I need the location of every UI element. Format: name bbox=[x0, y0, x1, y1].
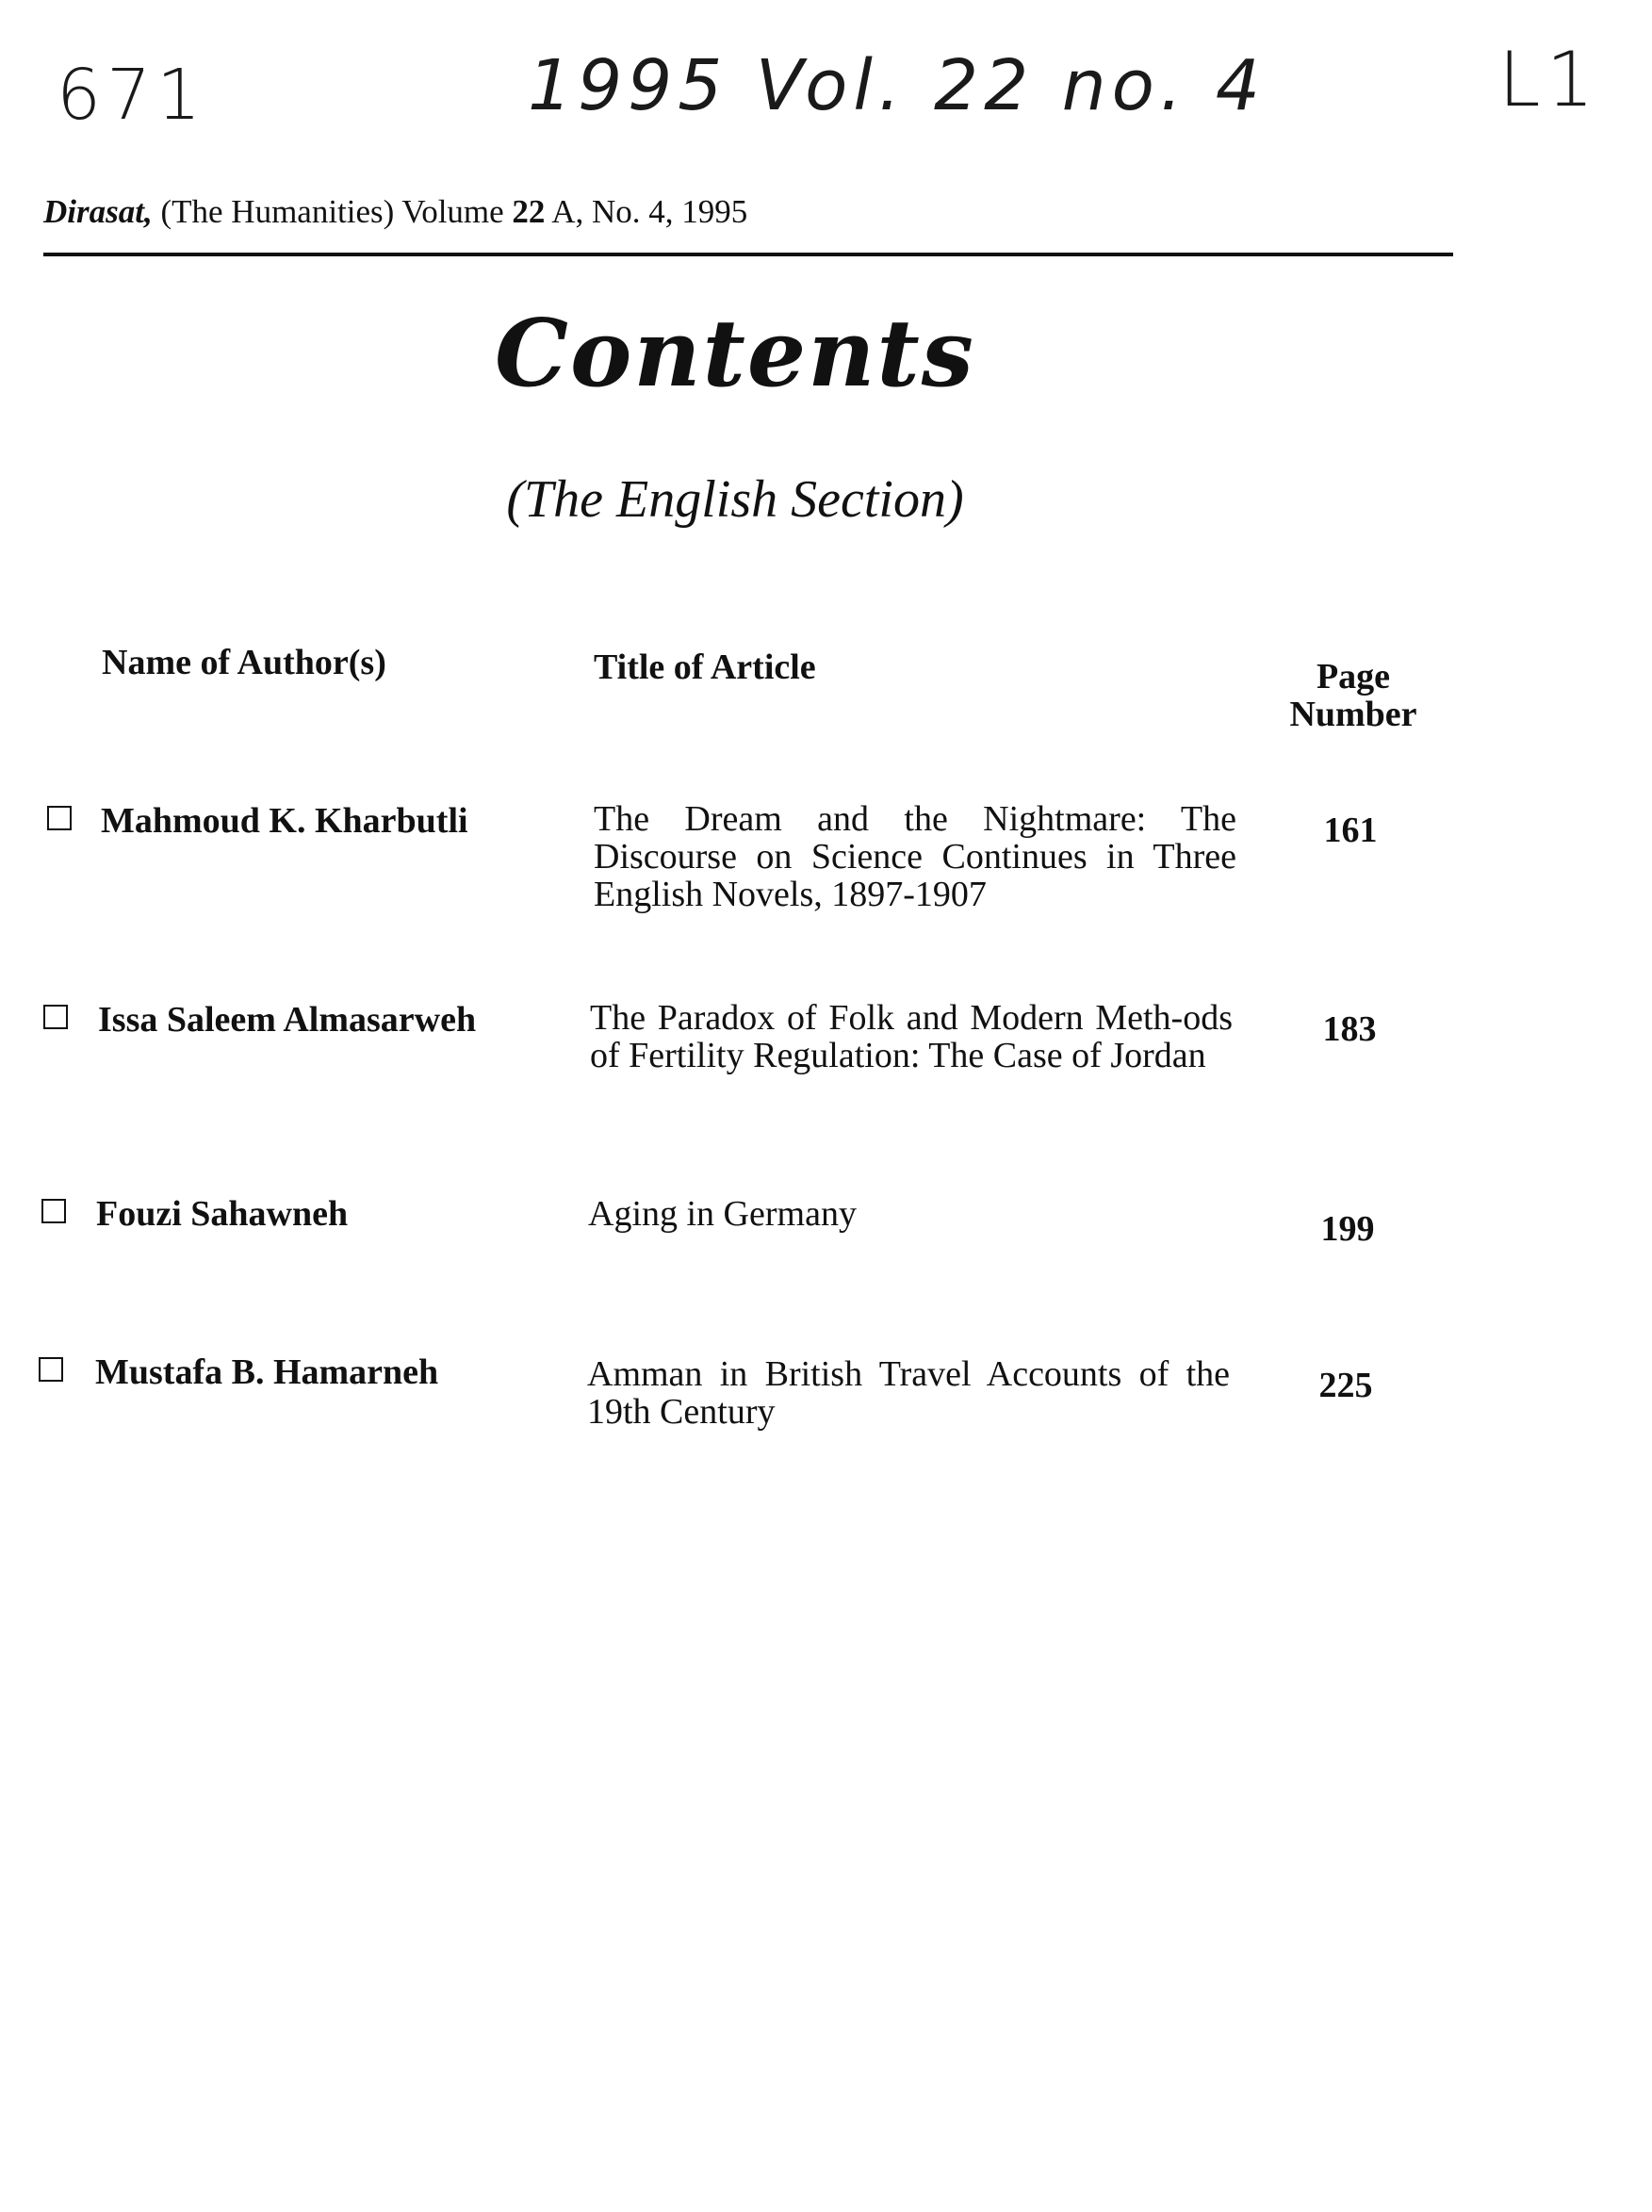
journal-volume: 22 bbox=[512, 193, 546, 230]
entry-author: Mahmoud K. Kharbutli bbox=[101, 801, 468, 841]
entry-page: 199 bbox=[1320, 1209, 1375, 1249]
entry-page: 161 bbox=[1323, 811, 1378, 850]
page-title: Contents bbox=[495, 300, 975, 408]
journal-issue: A, No. 4, 1995 bbox=[551, 193, 748, 230]
entry-checkbox[interactable] bbox=[47, 806, 72, 830]
entry-title: Amman in British Travel Accounts of the 19th Century bbox=[587, 1354, 1230, 1432]
journal-section: (The Humanities) Volume bbox=[160, 193, 504, 230]
entry-author: Fouzi Sahawneh bbox=[96, 1194, 349, 1234]
header-divider bbox=[43, 253, 1453, 256]
column-header-title: Title of Article bbox=[594, 647, 816, 687]
journal-name: Dirasat, bbox=[43, 193, 153, 230]
entry-author: Mustafa B. Hamarneh bbox=[95, 1352, 439, 1392]
handwritten-page-note: 671 bbox=[57, 55, 207, 136]
entry-title: Aging in Germany bbox=[588, 1194, 857, 1234]
handwritten-shelf-note: L1 bbox=[1498, 36, 1600, 123]
entry-page: 183 bbox=[1322, 1009, 1377, 1049]
entry-checkbox[interactable] bbox=[41, 1199, 66, 1223]
entry-checkbox[interactable] bbox=[39, 1357, 63, 1382]
entry-page: 225 bbox=[1318, 1366, 1373, 1405]
entry-title: The Paradox of Folk and Modern Meth-ods of Fertility Regulation: The Case of Jordan bbox=[590, 998, 1233, 1075]
column-header-page: Page Number bbox=[1289, 657, 1417, 734]
column-header-author: Name of Author(s) bbox=[102, 643, 386, 682]
handwritten-volume-note: 1995 Vol. 22 no. 4 bbox=[528, 45, 1266, 126]
entry-title: The Dream and the Nightmare: The Discourse on Science Continues in Three English Novels, 1897-1907 bbox=[594, 799, 1236, 914]
journal-header bbox=[43, 193, 747, 231]
entry-checkbox[interactable] bbox=[43, 1005, 68, 1029]
entry-author: Issa Saleem Almasarweh bbox=[98, 1000, 477, 1040]
section-subtitle: (The English Section) bbox=[506, 470, 964, 529]
